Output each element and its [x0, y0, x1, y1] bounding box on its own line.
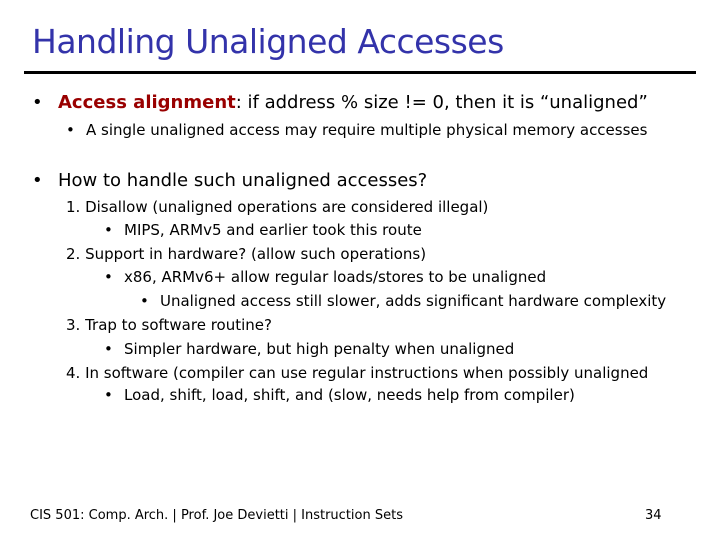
sub-item-simpler-hardware: • Simpler hardware, but high penalty when unaligned [104, 340, 515, 358]
sub-item-load-shift: • Load, shift, load, shift, and (slow, needs help from compiler) [104, 386, 575, 404]
sub-bullet-text: A single unaligned access may require multiple physical memory accesses [86, 121, 648, 139]
bullet-how-to-handle [32, 170, 427, 191]
sub-item-mips: • MIPS, ARMv5 and earlier took this route [104, 221, 422, 239]
numbered-item-2: 2. Support in hardware? (allow such operations) [66, 245, 427, 263]
bullet-icon: • [104, 268, 113, 286]
bullet-icon: • [66, 121, 75, 139]
bullet-icon: • [32, 92, 43, 113]
numbered-item-1: 1. Disallow (unaligned operations are considered illegal) [66, 198, 489, 216]
sub-sub-item-slower: • Unaligned access still slower, adds significant hardware complexity [140, 292, 667, 310]
term-access-alignment: Access alignment [58, 92, 236, 113]
footer-course-info: CIS 501: Comp. Arch. | Prof. Joe Devietti | Instruction Sets [30, 508, 403, 523]
sub-bullet-physical-accesses [66, 121, 647, 139]
slide-title: Handling Unaligned Accesses [32, 22, 504, 61]
bullet-icon: • [104, 221, 113, 239]
numbered-item-3: 3. Trap to software routine? [66, 316, 272, 334]
bullet-icon: • [104, 340, 113, 358]
bullet-icon: • [32, 170, 43, 191]
numbered-item-4: 4. In software (compiler can use regular instructions when possibly unaligned [66, 364, 649, 382]
bullet-access-alignment [32, 92, 648, 113]
bullet-how-to-handle-text: How to handle such unaligned accesses? [58, 170, 428, 191]
bullet-icon: • [104, 386, 113, 404]
title-divider [24, 71, 696, 74]
bullet-icon: • [140, 292, 149, 310]
page-number: 34 [645, 508, 662, 523]
access-alignment-definition: : if address % size != 0, then it is “unaligned” [235, 92, 648, 113]
sub-item-x86: • x86, ARMv6+ allow regular loads/stores to be unaligned [104, 268, 547, 286]
